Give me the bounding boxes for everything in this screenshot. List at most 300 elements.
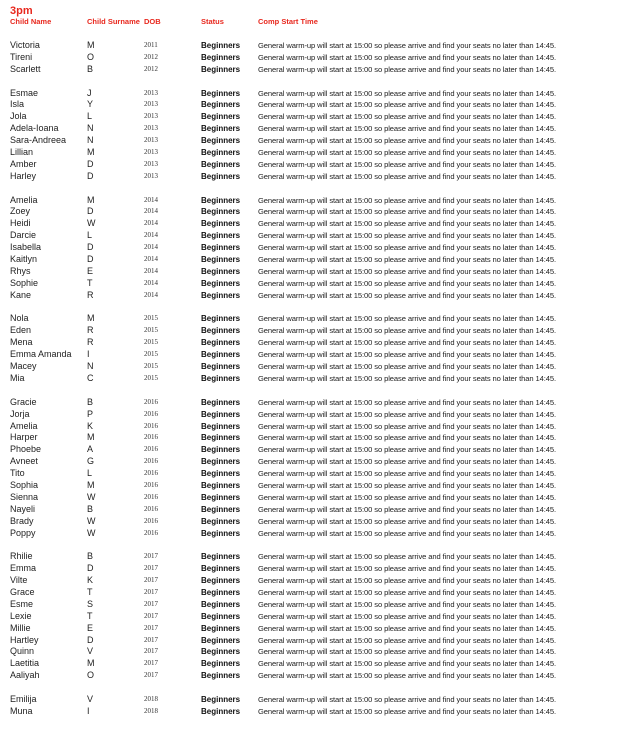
comp-start-time-cell: General warm-up will start at 15:00 so please arrive and find your seats no later than 14:45. [258, 599, 556, 609]
child-name-cell: Isla [10, 99, 25, 110]
status-cell: Beginners [201, 611, 241, 621]
child-surname-cell: Y [87, 99, 94, 110]
table-row [0, 242, 621, 254]
child-name-cell: Scarlett [10, 63, 41, 74]
child-name-cell: Nola [10, 313, 29, 324]
group-separator [0, 76, 621, 88]
comp-start-time-cell: General warm-up will start at 15:00 so please arrive and find your seats no later than 14:45. [258, 659, 556, 669]
comp-start-time-cell: General warm-up will start at 15:00 so please arrive and find your seats no later than 14:45. [258, 516, 556, 526]
child-name-cell: Darcie [10, 230, 37, 241]
status-cell: Beginners [201, 397, 241, 407]
comp-start-time-cell: General warm-up will start at 15:00 so please arrive and find your seats no later than 14:45. [258, 207, 556, 217]
child-surname-cell: S [87, 598, 94, 609]
dob-cell: 2017 [144, 552, 158, 561]
comp-start-time-cell: General warm-up will start at 15:00 so please arrive and find your seats no later than 14:45. [258, 88, 556, 98]
child-name-cell: Sophie [10, 277, 39, 288]
table-row [0, 290, 621, 302]
dob-cell: 2013 [144, 124, 158, 133]
comp-start-time-cell: General warm-up will start at 15:00 so please arrive and find your seats no later than 14:45. [258, 564, 556, 574]
child-name-cell: Nayeli [10, 503, 36, 514]
table-row [0, 575, 621, 587]
dob-cell: 2013 [144, 112, 158, 121]
comp-start-time-cell: General warm-up will start at 15:00 so please arrive and find your seats no later than 14:45. [258, 647, 556, 657]
group-separator [0, 539, 621, 551]
comp-start-time-cell: General warm-up will start at 15:00 so please arrive and find your seats no later than 14:45. [258, 219, 556, 229]
status-cell: Beginners [201, 445, 241, 455]
child-name-cell: Millie [10, 622, 31, 633]
child-surname-cell: K [87, 420, 94, 431]
comp-start-time-cell: General warm-up will start at 15:00 so please arrive and find your seats no later than 14:45. [258, 124, 556, 134]
participant-table [0, 40, 621, 718]
dob-cell: 2016 [144, 469, 158, 478]
table-row [0, 147, 621, 159]
table-row [0, 432, 621, 444]
table-row [0, 254, 621, 266]
status-cell: Beginners [201, 516, 241, 526]
status-cell: Beginners [201, 148, 241, 158]
table-row [0, 111, 621, 123]
status-cell: Beginners [201, 88, 241, 98]
child-name-cell: Hartley [10, 634, 39, 645]
status-cell: Beginners [201, 480, 241, 490]
comp-start-time-cell: General warm-up will start at 15:00 so please arrive and find your seats no later than 14:45. [258, 231, 556, 241]
dob-cell: 2017 [144, 647, 158, 656]
table-row [0, 504, 621, 516]
status-cell: Beginners [201, 52, 241, 62]
table-row [0, 611, 621, 623]
status-cell: Beginners [201, 564, 241, 574]
child-surname-cell: C [87, 372, 94, 383]
dob-cell: 2013 [144, 159, 158, 168]
child-name-cell: Adela-Ioana [10, 123, 59, 134]
child-surname-cell: V [87, 646, 94, 657]
child-name-cell: Laetitia [10, 658, 40, 669]
status-cell: Beginners [201, 100, 241, 110]
dob-cell: 2012 [144, 52, 158, 61]
table-row [0, 206, 621, 218]
dob-cell: 2014 [144, 231, 158, 240]
dob-cell: 2016 [144, 528, 158, 537]
dob-cell: 2015 [144, 314, 158, 323]
status-cell: Beginners [201, 362, 241, 372]
child-surname-cell: D [87, 170, 94, 181]
comp-start-time-cell: General warm-up will start at 15:00 so please arrive and find your seats no later than 14:45. [258, 504, 556, 514]
table-row [0, 266, 621, 278]
child-name-cell: Poppy [10, 527, 36, 538]
comp-start-time-cell: General warm-up will start at 15:00 so please arrive and find your seats no later than 14:45. [258, 350, 556, 360]
comp-start-time-cell: General warm-up will start at 15:00 so please arrive and find your seats no later than 14:45. [258, 694, 556, 704]
child-surname-cell: L [87, 230, 93, 241]
comp-start-time-cell: General warm-up will start at 15:00 so please arrive and find your seats no later than 14:45. [258, 635, 556, 645]
child-name-cell: Jorja [10, 408, 30, 419]
comp-start-time-cell: General warm-up will start at 15:00 so please arrive and find your seats no later than 14:45. [258, 266, 556, 276]
child-surname-cell: B [87, 396, 94, 407]
table-row [0, 551, 621, 563]
child-name-cell: Emma Amanda [10, 349, 72, 360]
child-surname-cell: W [87, 515, 96, 526]
child-name-cell: Sophia [10, 479, 39, 490]
status-cell: Beginners [201, 635, 241, 645]
child-surname-cell: B [87, 551, 94, 562]
comp-start-time-cell: General warm-up will start at 15:00 so please arrive and find your seats no later than 14:45. [258, 64, 556, 74]
dob-cell: 2012 [144, 64, 158, 73]
child-name-cell: Heidi [10, 218, 31, 229]
comp-start-time-cell: General warm-up will start at 15:00 so please arrive and find your seats no later than 14:45. [258, 171, 556, 181]
child-surname-cell: B [87, 63, 94, 74]
group-separator [0, 385, 621, 397]
child-surname-cell: L [87, 111, 93, 122]
comp-start-time-cell: General warm-up will start at 15:00 so please arrive and find your seats no later than 14:45. [258, 326, 556, 336]
table-row [0, 670, 621, 682]
comp-start-time-cell: General warm-up will start at 15:00 so please arrive and find your seats no later than 14:45. [258, 338, 556, 348]
group-separator [0, 302, 621, 314]
dob-cell: 2015 [144, 373, 158, 382]
table-row [0, 64, 621, 76]
comp-start-time-cell: General warm-up will start at 15:00 so please arrive and find your seats no later than 14:45. [258, 706, 556, 716]
status-cell: Beginners [201, 266, 241, 276]
status-cell: Beginners [201, 647, 241, 657]
status-cell: Beginners [201, 326, 241, 336]
table-row [0, 492, 621, 504]
status-cell: Beginners [201, 587, 241, 597]
status-cell: Beginners [201, 219, 241, 229]
table-row [0, 421, 621, 433]
child-surname-cell: M [87, 147, 95, 158]
comp-start-time-cell: General warm-up will start at 15:00 so please arrive and find your seats no later than 14:45. [258, 671, 556, 681]
dob-cell: 2016 [144, 480, 158, 489]
comp-start-time-cell: General warm-up will start at 15:00 so please arrive and find your seats no later than 14:45. [258, 278, 556, 288]
child-name-cell: Amber [10, 158, 37, 169]
child-surname-cell: L [87, 468, 93, 479]
column-header-child-name: Child Name [10, 17, 52, 26]
table-row [0, 563, 621, 575]
table-row [0, 361, 621, 373]
session-heading: 3pm [10, 5, 33, 17]
comp-start-time-cell: General warm-up will start at 15:00 so please arrive and find your seats no later than 14:45. [258, 433, 556, 443]
comp-start-time-cell: General warm-up will start at 15:00 so please arrive and find your seats no later than 14:45. [258, 409, 556, 419]
child-name-cell: Muna [10, 705, 33, 716]
comp-start-time-cell: General warm-up will start at 15:00 so please arrive and find your seats no later than 14:45. [258, 611, 556, 621]
child-surname-cell: W [87, 491, 96, 502]
child-name-cell: Vilte [10, 575, 28, 586]
status-cell: Beginners [201, 171, 241, 181]
comp-start-time-cell: General warm-up will start at 15:00 so please arrive and find your seats no later than 14:45. [258, 314, 556, 324]
child-surname-cell: K [87, 575, 94, 586]
child-name-cell: Sara-Andreea [10, 135, 67, 146]
table-row [0, 52, 621, 64]
status-cell: Beginners [201, 350, 241, 360]
comp-start-time-cell: General warm-up will start at 15:00 so please arrive and find your seats no later than 14:45. [258, 195, 556, 205]
status-cell: Beginners [201, 124, 241, 134]
child-surname-cell: R [87, 325, 94, 336]
child-name-cell: Emma [10, 563, 37, 574]
status-cell: Beginners [201, 64, 241, 74]
dob-cell: 2017 [144, 611, 158, 620]
child-name-cell: Phoebe [10, 444, 42, 455]
dob-cell: 2014 [144, 255, 158, 264]
status-cell: Beginners [201, 599, 241, 609]
status-cell: Beginners [201, 469, 241, 479]
child-name-cell: Rhys [10, 265, 31, 276]
table-row [0, 313, 621, 325]
child-surname-cell: R [87, 289, 94, 300]
child-surname-cell: D [87, 206, 94, 217]
table-row [0, 635, 621, 647]
child-name-cell: Mena [10, 337, 33, 348]
child-surname-cell: M [87, 658, 95, 669]
table-row [0, 373, 621, 385]
child-surname-cell: O [87, 51, 95, 62]
group-separator [0, 183, 621, 195]
status-cell: Beginners [201, 195, 241, 205]
status-cell: Beginners [201, 504, 241, 514]
child-surname-cell: E [87, 265, 94, 276]
status-cell: Beginners [201, 338, 241, 348]
dob-cell: 2018 [144, 694, 158, 703]
dob-cell: 2015 [144, 326, 158, 335]
table-row [0, 694, 621, 706]
table-row [0, 230, 621, 242]
comp-start-time-cell: General warm-up will start at 15:00 so please arrive and find your seats no later than 14:45. [258, 552, 556, 562]
dob-cell: 2018 [144, 706, 158, 715]
dob-cell: 2017 [144, 587, 158, 596]
dob-cell: 2015 [144, 362, 158, 371]
dob-cell: 2017 [144, 659, 158, 668]
table-row [0, 278, 621, 290]
dob-cell: 2016 [144, 492, 158, 501]
table-row [0, 623, 621, 635]
dob-cell: 2013 [144, 171, 158, 180]
child-surname-cell: M [87, 40, 95, 50]
table-row [0, 468, 621, 480]
child-surname-cell: A [87, 444, 94, 455]
comp-start-time-cell: General warm-up will start at 15:00 so please arrive and find your seats no later than 14:45. [258, 623, 556, 633]
child-surname-cell: W [87, 218, 96, 229]
child-name-cell: Lexie [10, 610, 32, 621]
comp-start-time-cell: General warm-up will start at 15:00 so please arrive and find your seats no later than 14:45. [258, 112, 556, 122]
comp-start-time-cell: General warm-up will start at 15:00 so please arrive and find your seats no later than 14:45. [258, 373, 556, 383]
table-row [0, 195, 621, 207]
table-row [0, 349, 621, 361]
child-surname-cell: M [87, 313, 95, 324]
comp-start-time-cell: General warm-up will start at 15:00 so please arrive and find your seats no later than 14:45. [258, 469, 556, 479]
status-cell: Beginners [201, 41, 241, 50]
dob-cell: 2014 [144, 266, 158, 275]
status-cell: Beginners [201, 659, 241, 669]
child-surname-cell: N [87, 361, 94, 372]
table-row [0, 171, 621, 183]
status-cell: Beginners [201, 112, 241, 122]
child-surname-cell: M [87, 432, 95, 443]
status-cell: Beginners [201, 706, 241, 716]
table-row [0, 397, 621, 409]
child-name-cell: Quinn [10, 646, 35, 657]
comp-start-time-cell: General warm-up will start at 15:00 so please arrive and find your seats no later than 14:45. [258, 52, 556, 62]
child-surname-cell: M [87, 194, 95, 205]
dob-cell: 2016 [144, 457, 158, 466]
child-name-cell: Victoria [10, 40, 40, 50]
dob-cell: 2017 [144, 635, 158, 644]
child-name-cell: Macey [10, 361, 37, 372]
comp-start-time-cell: General warm-up will start at 15:00 so please arrive and find your seats no later than 14:45. [258, 148, 556, 158]
table-row [0, 456, 621, 468]
group-separator [0, 682, 621, 694]
dob-cell: 2013 [144, 88, 158, 97]
child-surname-cell: T [87, 586, 93, 597]
column-header-status: Status [201, 17, 224, 26]
child-surname-cell: R [87, 337, 94, 348]
child-surname-cell: I [87, 349, 90, 360]
child-name-cell: Grace [10, 586, 35, 597]
status-cell: Beginners [201, 255, 241, 265]
child-surname-cell: M [87, 479, 95, 490]
dob-cell: 2017 [144, 564, 158, 573]
dob-cell: 2016 [144, 504, 158, 513]
table-row [0, 587, 621, 599]
dob-cell: 2011 [144, 41, 158, 49]
status-cell: Beginners [201, 159, 241, 169]
child-name-cell: Emilija [10, 693, 37, 704]
dob-cell: 2017 [144, 576, 158, 585]
table-row [0, 123, 621, 135]
child-name-cell: Jola [10, 111, 27, 122]
column-header-child-surname: Child Surname [87, 17, 140, 26]
child-surname-cell: V [87, 693, 94, 704]
status-cell: Beginners [201, 409, 241, 419]
dob-cell: 2017 [144, 623, 158, 632]
child-name-cell: Kane [10, 289, 32, 300]
child-name-cell: Eden [10, 325, 32, 336]
child-surname-cell: E [87, 622, 94, 633]
child-surname-cell: N [87, 135, 94, 146]
status-cell: Beginners [201, 207, 241, 217]
column-header-dob: DOB [144, 17, 161, 26]
child-name-cell: Brady [10, 515, 34, 526]
child-name-cell: Harper [10, 432, 38, 443]
comp-start-time-cell: General warm-up will start at 15:00 so please arrive and find your seats no later than 14:45. [258, 576, 556, 586]
dob-cell: 2016 [144, 397, 158, 406]
table-row [0, 337, 621, 349]
status-cell: Beginners [201, 528, 241, 538]
dob-cell: 2014 [144, 278, 158, 287]
child-surname-cell: W [87, 527, 96, 538]
child-surname-cell: D [87, 634, 94, 645]
child-surname-cell: I [87, 705, 90, 716]
table-row [0, 599, 621, 611]
table-row [0, 99, 621, 111]
dob-cell: 2015 [144, 338, 158, 347]
comp-start-time-cell: General warm-up will start at 15:00 so please arrive and find your seats no later than 14:45. [258, 159, 556, 169]
status-cell: Beginners [201, 671, 241, 681]
comp-start-time-cell: General warm-up will start at 15:00 so please arrive and find your seats no later than 14:45. [258, 362, 556, 372]
child-surname-cell: T [87, 610, 93, 621]
child-name-cell: Zoey [10, 206, 31, 217]
comp-start-time-cell: General warm-up will start at 15:00 so please arrive and find your seats no later than 14:45. [258, 290, 556, 300]
status-cell: Beginners [201, 136, 241, 146]
table-row [0, 159, 621, 171]
comp-start-time-cell: General warm-up will start at 15:00 so please arrive and find your seats no later than 14:45. [258, 457, 556, 467]
dob-cell: 2016 [144, 516, 158, 525]
comp-start-time-cell: General warm-up will start at 15:00 so please arrive and find your seats no later than 14:45. [258, 492, 556, 502]
comp-start-time-cell: General warm-up will start at 15:00 so please arrive and find your seats no later than 14:45. [258, 397, 556, 407]
comp-start-time-cell: General warm-up will start at 15:00 so please arrive and find your seats no later than 14:45. [258, 136, 556, 146]
status-cell: Beginners [201, 576, 241, 586]
status-cell: Beginners [201, 231, 241, 241]
child-name-cell: Isabella [10, 242, 42, 253]
dob-cell: 2016 [144, 445, 158, 454]
dob-cell: 2016 [144, 421, 158, 430]
status-cell: Beginners [201, 243, 241, 253]
comp-start-time-cell: General warm-up will start at 15:00 so please arrive and find your seats no later than 14:45. [258, 255, 556, 265]
comp-start-time-cell: General warm-up will start at 15:00 so please arrive and find your seats no later than 14:45. [258, 480, 556, 490]
child-name-cell: Gracie [10, 396, 37, 407]
child-surname-cell: B [87, 503, 94, 514]
child-surname-cell: J [87, 87, 92, 98]
comp-start-time-cell: General warm-up will start at 15:00 so please arrive and find your seats no later than 14:45. [258, 587, 556, 597]
table-row [0, 516, 621, 528]
table-row [0, 325, 621, 337]
child-name-cell: Lillian [10, 147, 34, 158]
dob-cell: 2013 [144, 136, 158, 145]
table-row [0, 135, 621, 147]
dob-cell: 2014 [144, 195, 158, 204]
child-surname-cell: P [87, 408, 94, 419]
dob-cell: 2016 [144, 409, 158, 418]
dob-cell: 2016 [144, 433, 158, 442]
child-surname-cell: T [87, 277, 93, 288]
child-name-cell: Harley [10, 170, 37, 181]
child-name-cell: Rhilie [10, 551, 33, 562]
table-row [0, 88, 621, 100]
child-surname-cell: O [87, 670, 95, 681]
comp-start-time-cell: General warm-up will start at 15:00 so please arrive and find your seats no later than 14:45. [258, 243, 556, 253]
status-cell: Beginners [201, 290, 241, 300]
dob-cell: 2015 [144, 350, 158, 359]
table-row [0, 409, 621, 421]
status-cell: Beginners [201, 314, 241, 324]
dob-cell: 2014 [144, 243, 158, 252]
child-name-cell: Sienna [10, 491, 39, 502]
table-row [0, 706, 621, 718]
child-name-cell: Esmae [10, 87, 39, 98]
child-surname-cell: G [87, 456, 95, 467]
dob-cell: 2014 [144, 207, 158, 216]
child-name-cell: Kaitlyn [10, 254, 38, 265]
child-name-cell: Tireni [10, 51, 33, 62]
child-name-cell: Aaliyah [10, 670, 40, 681]
status-cell: Beginners [201, 433, 241, 443]
child-surname-cell: D [87, 254, 94, 265]
dob-cell: 2014 [144, 290, 158, 299]
dob-cell: 2013 [144, 148, 158, 157]
child-name-cell: Tito [10, 468, 25, 479]
dob-cell: 2014 [144, 219, 158, 228]
child-name-cell: Mia [10, 372, 25, 383]
table-row [0, 444, 621, 456]
child-surname-cell: N [87, 123, 94, 134]
child-surname-cell: D [87, 158, 94, 169]
table-row [0, 480, 621, 492]
comp-start-time-cell: General warm-up will start at 15:00 so please arrive and find your seats no later than 14:45. [258, 421, 556, 431]
column-header-comp-start-time: Comp Start Time [258, 17, 318, 26]
child-surname-cell: D [87, 242, 94, 253]
status-cell: Beginners [201, 421, 241, 431]
status-cell: Beginners [201, 278, 241, 288]
table-row [0, 528, 621, 540]
status-cell: Beginners [201, 457, 241, 467]
status-cell: Beginners [201, 623, 241, 633]
child-name-cell: Amelia [10, 194, 38, 205]
